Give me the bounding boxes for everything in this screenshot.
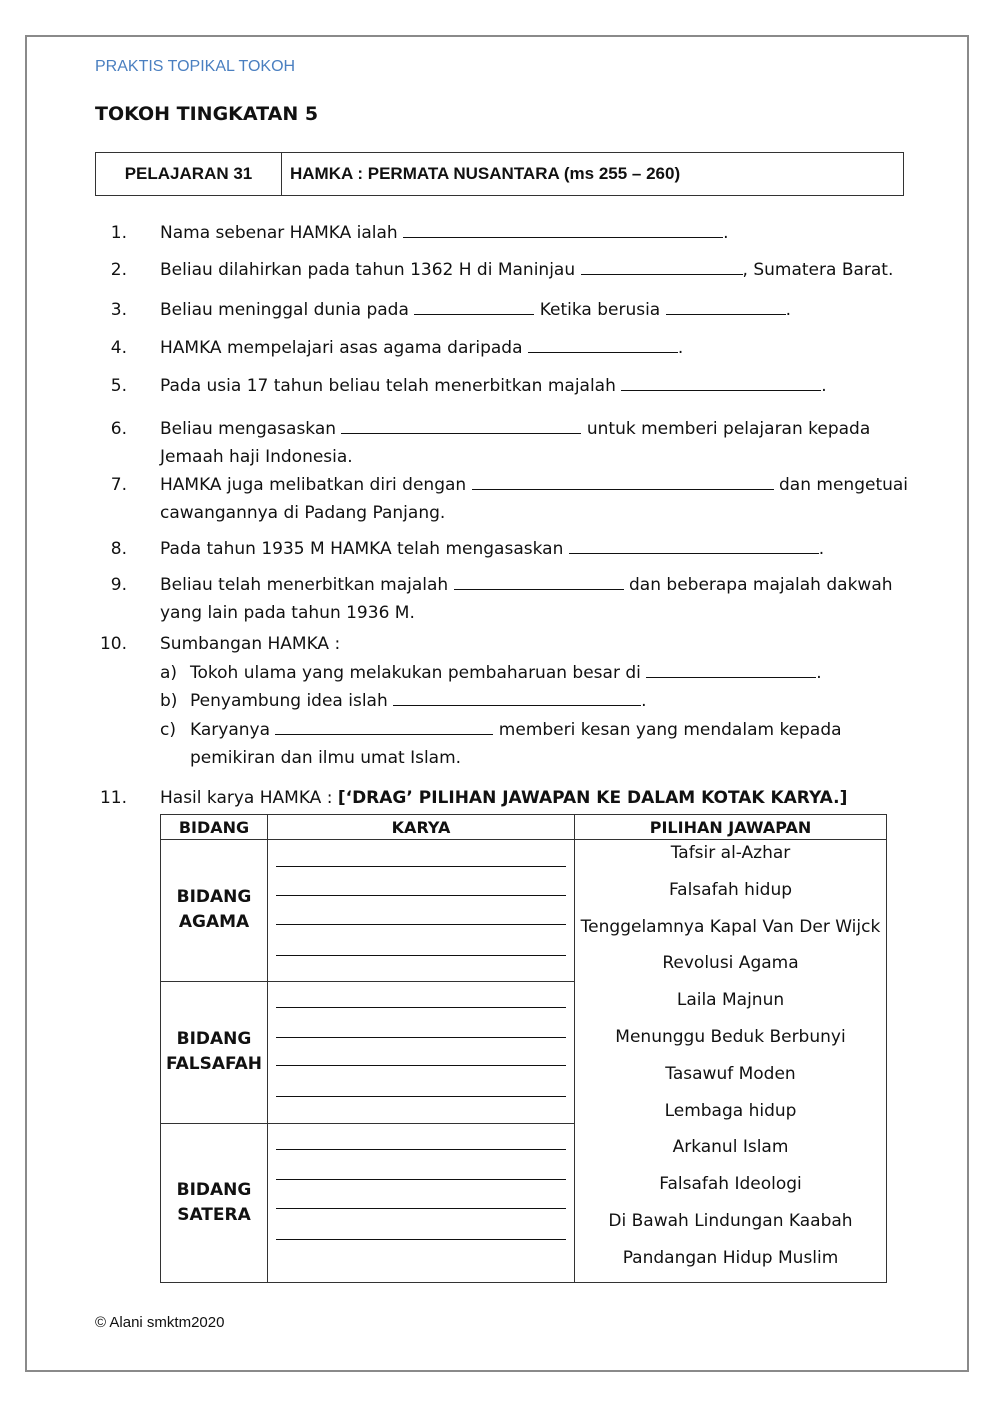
question-3-number: 3.: [110, 300, 127, 320]
question-10: Sumbangan HAMKA :: [160, 634, 341, 654]
question-8-number: 8.: [110, 539, 127, 559]
question-7: [160, 471, 908, 527]
question-11-number: 11.: [99, 788, 127, 808]
question-6: [160, 415, 870, 471]
question-text: Penyambung idea islah: [190, 691, 394, 711]
question-text: .: [677, 338, 684, 358]
answer-blank[interactable]: [275, 718, 493, 735]
question-text: Pada tahun 1935 M HAMKA telah mengasaskan: [160, 539, 569, 559]
question-text: .: [816, 663, 822, 683]
answer-blank[interactable]: [666, 298, 786, 315]
page-title: TOKOH TINGKATAN 5: [95, 103, 319, 125]
header-tag: PRAKTIS TOPIKAL TOKOH: [95, 58, 296, 75]
question-10c: [160, 716, 842, 772]
answer-blank[interactable]: [472, 473, 774, 490]
question-9: [160, 571, 893, 627]
question-1: [160, 219, 729, 247]
question-text: HAMKA mempelajari asas agama daripada: [160, 338, 528, 358]
lesson-topic: HAMKA : PERMATA NUSANTARA (ms 255 – 260): [290, 164, 681, 183]
question-10-number: 10.: [99, 634, 127, 654]
pilihan-jawapan: [575, 840, 887, 1283]
lesson-box: [95, 152, 904, 196]
header-karya: KARYA: [268, 815, 575, 840]
answer-choice[interactable]: Falsafah Ideologi: [659, 1174, 802, 1195]
answer-blank[interactable]: [528, 336, 678, 353]
question-text: Nama sebenar HAMKA ialah: [160, 223, 404, 243]
question-text: HAMKA juga melibatkan diri dengan: [160, 475, 472, 495]
question-2: [160, 256, 893, 284]
question-text: .: [641, 691, 647, 711]
answer-blank[interactable]: [621, 374, 821, 391]
answer-choice[interactable]: Tasawuf Moden: [665, 1063, 796, 1084]
question-text: Beliau telah menerbitkan majalah: [160, 575, 454, 595]
lesson-number: PELAJARAN 31: [96, 153, 282, 195]
question-10b: [160, 687, 647, 715]
answer-choice[interactable]: Falsafah hidup: [668, 879, 793, 900]
question-text: pemikiran dan ilmu umat Islam.: [190, 748, 462, 768]
question-text: Beliau meninggal dunia pada: [160, 300, 415, 320]
question-text: , Sumatera Barat.: [742, 260, 894, 280]
question-text: Pada usia 17 tahun beliau telah menerbitkan majalah: [160, 376, 622, 396]
question-6-number: 6.: [110, 419, 127, 439]
question-4-number: 4.: [110, 338, 127, 358]
header-bidang: BIDANG: [161, 815, 268, 840]
question-text: dan beberapa majalah dakwah: [623, 575, 893, 595]
answer-choice[interactable]: Arkanul Islam: [672, 1137, 789, 1158]
question-text: Hasil karya HAMKA :: [160, 788, 338, 808]
question-9-number: 9.: [110, 575, 127, 595]
bidang-agama: BIDANG AGAMA: [161, 840, 268, 982]
karya-dropzone-agama[interactable]: [268, 840, 575, 982]
answer-blank[interactable]: [341, 417, 581, 434]
question-text: Karyanya: [190, 720, 276, 740]
question-11: [160, 784, 847, 812]
question-7-number: 7.: [110, 475, 127, 495]
answer-choice[interactable]: Di Bawah Lindungan Kaabah: [608, 1210, 853, 1231]
question-4: [160, 334, 683, 362]
question-text: Beliau mengasaskan: [160, 419, 342, 439]
answer-choice[interactable]: Pandangan Hidup Muslim: [622, 1247, 839, 1268]
answer-choice[interactable]: Laila Majnun: [676, 990, 785, 1011]
question-text: Ketika berusia: [534, 300, 666, 320]
sub-letter: a): [160, 663, 178, 683]
answer-choice[interactable]: Tafsir al-Azhar: [670, 843, 791, 863]
karya-dropzone-falsafah[interactable]: [268, 981, 575, 1123]
sub-letter: c): [160, 720, 176, 740]
drag-instruction: [‘DRAG’ PILIHAN JAWAPAN KE DALAM KOTAK KARYA.]: [337, 788, 848, 808]
question-text: .: [723, 223, 729, 243]
question-text: untuk memberi pelajaran kepada: [581, 419, 871, 439]
footer-copyright: © Alani smktm2020: [95, 1314, 225, 1331]
header-pilihan: PILIHAN JAWAPAN: [575, 815, 887, 840]
answer-blank[interactable]: [454, 573, 624, 590]
works-table: [160, 814, 887, 1283]
question-text: Jemaah haji Indonesia.: [160, 447, 353, 467]
question-5: [160, 372, 827, 400]
answer-blank[interactable]: [393, 689, 641, 706]
question-text: Beliau dilahirkan pada tahun 1362 H di Maninjau: [160, 260, 581, 280]
question-1-number: 1.: [110, 223, 127, 243]
bidang-falsafah: BIDANG FALSAFAH: [161, 981, 268, 1123]
question-text: memberi kesan yang mendalam kepada: [493, 720, 842, 740]
question-text: yang lain pada tahun 1936 M.: [160, 603, 415, 623]
question-text: dan mengetuai: [773, 475, 909, 495]
answer-choice[interactable]: Tenggelamnya Kapal Van Der Wijck: [580, 916, 881, 937]
question-2-number: 2.: [110, 260, 127, 280]
question-5-number: 5.: [110, 376, 127, 396]
answer-blank[interactable]: [581, 258, 743, 275]
sub-letter: b): [160, 691, 178, 711]
answer-choice[interactable]: Lembaga hidup: [664, 1100, 797, 1121]
question-text: .: [785, 300, 792, 320]
answer-blank[interactable]: [403, 221, 723, 238]
question-8: [160, 535, 824, 563]
question-text: cawangannya di Padang Panjang.: [160, 503, 446, 523]
answer-blank[interactable]: [414, 298, 534, 315]
question-10a: [160, 659, 822, 687]
karya-dropzone-satera[interactable]: [268, 1123, 575, 1282]
question-text: .: [821, 376, 827, 396]
answer-choice[interactable]: Menunggu Beduk Berbunyi: [615, 1026, 846, 1047]
question-3: [160, 296, 791, 324]
answer-blank[interactable]: [569, 537, 819, 554]
question-text: Tokoh ulama yang melakukan pembaharuan besar di: [190, 663, 647, 683]
answer-blank[interactable]: [646, 661, 816, 678]
bidang-satera: BIDANG SATERA: [161, 1123, 268, 1282]
answer-choice[interactable]: Revolusi Agama: [662, 953, 799, 974]
question-text: .: [818, 539, 825, 559]
